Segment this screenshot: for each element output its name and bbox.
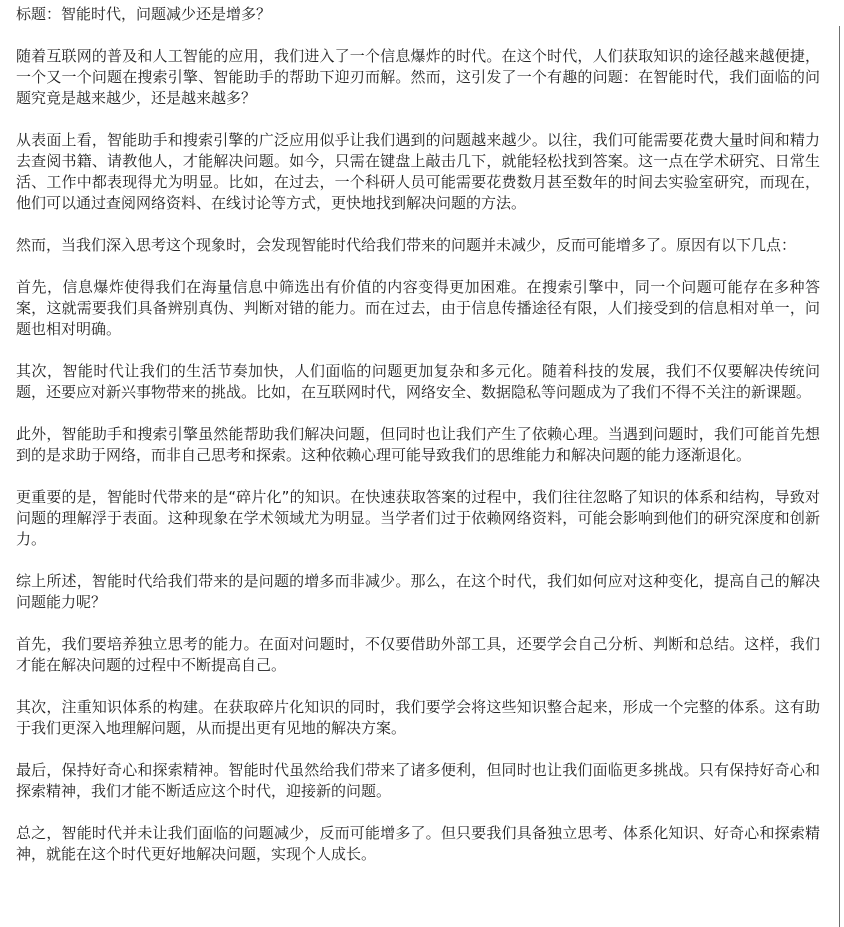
paragraph-7: 更重要的是，智能时代带来的是“碎片化”的知识。在快速获取答案的过程中，我们往往忽略了知识的体系和结构，导致对问题的理解浮于表面。这种现象在学术领域尤为明显。当学者们过于依赖网络资料，可能会影响到他们的研究深度和创新力。 bbox=[16, 488, 820, 548]
paragraph-12: 总之，智能时代并未让我们面临的问题减少，反而可能增多了。但只要我们具备独立思考、体系化知识、好奇心和探索精神，就能在这个时代更好地解决问题，实现个人成长。 bbox=[16, 824, 820, 863]
paragraph-3: 然而，当我们深入思考这个现象时，会发现智能时代给我们带来的问题并未减少，反而可能增多了。原因有以下几点： bbox=[16, 236, 797, 254]
paragraph-8: 综上所述，智能时代给我们带来的是问题的增多而非减少。那么，在这个时代，我们如何应对这种变化，提高自己的解决问题能力呢？ bbox=[16, 572, 820, 611]
document-title: 标题：智能时代，问题减少还是增多？ bbox=[16, 5, 272, 23]
document-body bbox=[16, 4, 820, 865]
paragraph-4: 首先，信息爆炸使得我们在海量信息中筛选出有价值的内容变得更加困难。在搜索引擎中，同一个问题可能存在多种答案，这就需要我们具备辨别真伪、判断对错的能力。而在过去，由于信息传播途径有限，人们接受到的信息相对单一，问题也相对明确。 bbox=[16, 278, 820, 338]
paragraph-9: 首先，我们要培养独立思考的能力。在面对问题时，不仅要借助外部工具，还要学会自己分析、判断和总结。这样，我们才能在解决问题的过程中不断提高自己。 bbox=[16, 635, 820, 674]
paragraph-1: 随着互联网的普及和人工智能的应用，我们进入了一个信息爆炸的时代。在这个时代，人们获取知识的途径越来越便捷，一个又一个问题在搜索引擎、智能助手的帮助下迎刃而解。然而，这引发了一个有趣的问题：在智能时代，我们面临的问题究竟是越来越少，还是越来越多？ bbox=[16, 47, 820, 107]
paragraph-2: 从表面上看，智能助手和搜索引擎的广泛应用似乎让我们遇到的问题越来越少。以往，我们可能需要花费大量时间和精力去查阅书籍、请教他人，才能解决问题。如今，只需在键盘上敲击几下，就能轻松找到答案。这一点在学术研究、日常生活、工作中都表现得尤为明显。比如，在过去，一个科研人员可能需要花费数月甚至数年的时间去实验室研究，而现在，他们可以通过查阅网络资料、在线讨论等方式，更快地找到解决问题的方法。 bbox=[16, 131, 820, 212]
paragraph-6: 此外，智能助手和搜索引擎虽然能帮助我们解决问题，但同时也让我们产生了依赖心理。当遇到问题时，我们可能首先想到的是求助于网络，而非自己思考和探索。这种依赖心理可能导致我们的思维能力和解决问题的能力逐渐退化。 bbox=[16, 425, 820, 464]
paragraph-11: 最后，保持好奇心和探索精神。智能时代虽然给我们带来了诸多便利，但同时也让我们面临更多挑战。只有保持好奇心和探索精神，我们才能不断适应这个时代，迎接新的问题。 bbox=[16, 761, 820, 800]
paragraph-5: 其次，智能时代让我们的生活节奏加快，人们面临的问题更加复杂和多元化。随着科技的发展，我们不仅要解决传统问题，还要应对新兴事物带来的挑战。比如，在互联网时代，网络安全、数据隐私等问题成为了我们不得不关注的新课题。 bbox=[16, 362, 820, 401]
paragraph-10: 其次，注重知识体系的构建。在获取碎片化知识的同时，我们要学会将这些知识整合起来，形成一个完整的体系。这有助于我们更深入地理解问题，从而提出更有见地的解决方案。 bbox=[16, 698, 820, 737]
scrollbar[interactable] bbox=[839, 26, 840, 927]
